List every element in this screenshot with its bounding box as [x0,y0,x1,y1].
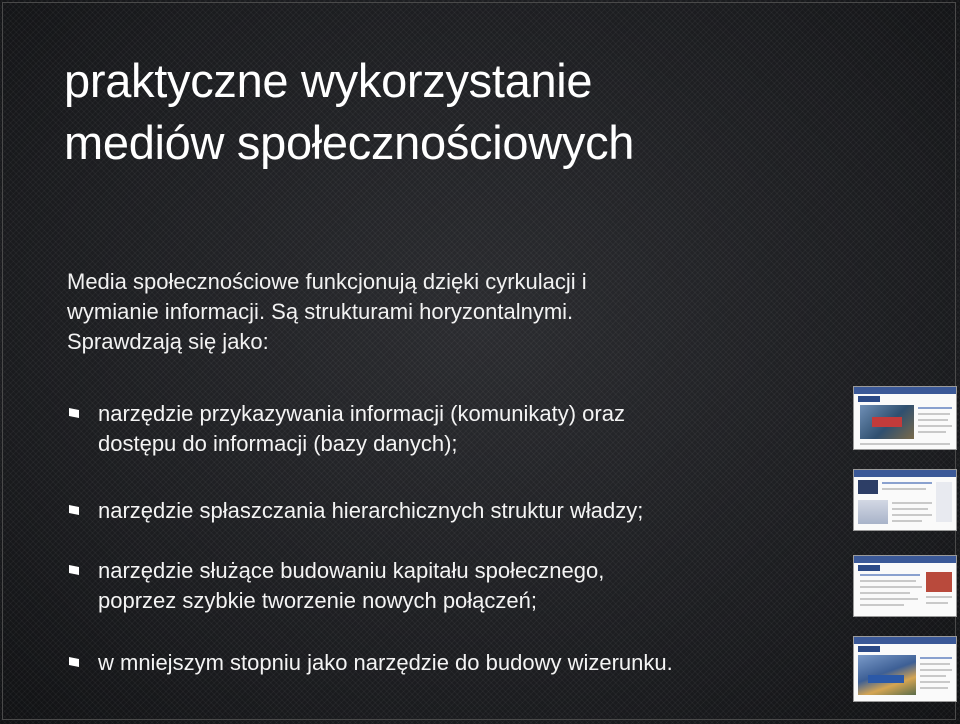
bullet-line: narzędzie przykazywania informacji (komunikaty) oraz [98,401,625,426]
webpage-screenshot-icon [853,636,957,702]
intro-paragraph [67,267,787,357]
bullet-line: dostępu do informacji (bazy danych); [98,431,458,456]
intro-line: wymianie informacji. Są strukturami horyzontalnymi. [67,299,574,324]
bullet-mark-icon [68,407,80,419]
slide-title [64,50,884,174]
title-line: praktyczne wykorzystanie [64,54,593,107]
bullet-mark-icon [68,656,80,668]
bullet-line: narzędzie służące budowaniu kapitału społecznego, [98,558,605,583]
webpage-screenshot-icon [853,386,957,450]
webpage-screenshot-icon [853,555,957,617]
intro-line: Sprawdzają się jako: [67,329,269,354]
bullet-line: narzędzie spłaszczania hierarchicznych struktur władzy; [98,498,644,523]
bullet-line: w mniejszym stopniu jako narzędzie do budowy wizerunku. [98,650,673,675]
webpage-screenshot-icon [853,469,957,531]
bullet-mark-icon [68,564,80,576]
bullet-line: poprzez szybkie tworzenie nowych połączeń; [98,588,538,613]
intro-line: Media społecznościowe funkcjonują dzięki cyrkulacji i [67,269,587,294]
bullet-mark-icon [68,504,80,516]
title-line: mediów społecznościowych [64,116,635,169]
